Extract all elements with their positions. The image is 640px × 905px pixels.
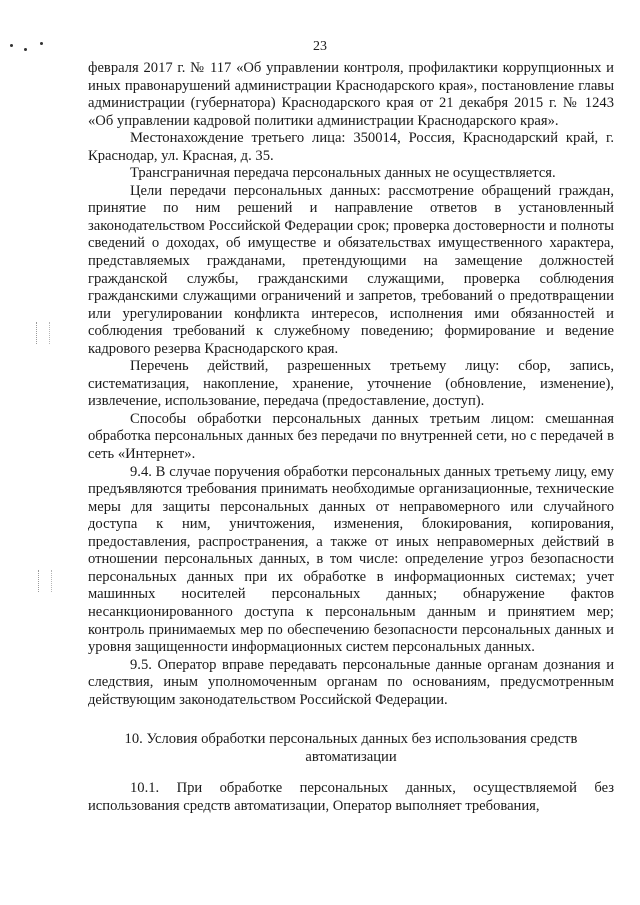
paragraph: Местонахождение третьего лица: 350014, Россия, Краснодарский край, г. Краснодар, ул. Красная, д. 35. (88, 130, 614, 164)
paragraph: Перечень действий, разрешенных третьему лицу: сбор, запись, систематизация, накопление, хранение, уточнение (обновление, изменение), извлечение, использование, передача (предоставление, доступ). (88, 358, 614, 410)
margin-mark (36, 322, 50, 344)
paragraph: февраля 2017 г. № 117 «Об управлении контроля, профилактики коррупционных и иных правонарушений администрации Краснодарского края», постановление главы администрации (губернатора) Краснодарского края от 21 декабря 2015 г. № 1243 «Об управлении кадровой политики администрации Краснодарского края». (88, 60, 614, 129)
document-body (88, 60, 614, 815)
page-number: 23 (313, 39, 327, 54)
paragraph: Способы обработки персональных данных третьим лицом: смешанная обработка персональных данных без передачи по внутренней сети, но с передачей в сеть «Интернет». (88, 410, 614, 463)
paragraph: 9.5. Оператор вправе передавать персональные данные органам дознания и следствия, иным уполномоченным органам по основаниям, предусмотренным действующим законодательством Российской Федерации. (88, 656, 614, 708)
paragraph: 9.4. В случае поручения обработки персональных данных третьему лицу, ему предъявляются требования принимать необходимые организационные, технические меры для защиты персональных данных от неправомерного или случайного доступа к ним, уничтожения, изменения, блокирования, копирования, предоставления, распространения, а также от иных неправомерных действий в отношении персональных данных, в том числе: определение угроз безопасности персональных данных при их обработке в информационных системах; учет машинных носителей персональных данных; обнаружение фактов несанкционированного доступа к персональным данным и принятием мер; контроль принимаемых мер по обеспечению безопасности персональных данных и уровня защищенности информационных систем персональных данных. (88, 463, 614, 656)
paragraph: Трансграничная передача персональных данных не осуществляется. (130, 165, 556, 182)
section-heading: 10. Условия обработки персональных данных без использования средств автоматизации (124, 731, 578, 765)
paragraph: 10.1. При обработке персональных данных, осуществляемой без использования средств автоматизации, Оператор выполняет требования, (88, 780, 614, 814)
spacer (88, 709, 614, 719)
paragraph: Цели передачи персональных данных: рассмотрение обращений граждан, принятие по ним решений и направление ответов в установленный законодательством Российской Федерации срок; проверка достоверности и полноты сведений о доходах, об имуществе и обязательствах имущественного характера, представляемых гражданами, претендующими на замещение должностей гражданской службы, гражданскими служащими, проверка соблюдения гражданскими служащими ограничений и запретов, требований о предотвращении или урегулировании конфликта интересов, исполнения ими обязанностей и соблюдения требований к служебному поведению; формирование и ведение кадрового резерва Краснодарского края. (88, 182, 614, 357)
margin-mark (38, 570, 52, 592)
